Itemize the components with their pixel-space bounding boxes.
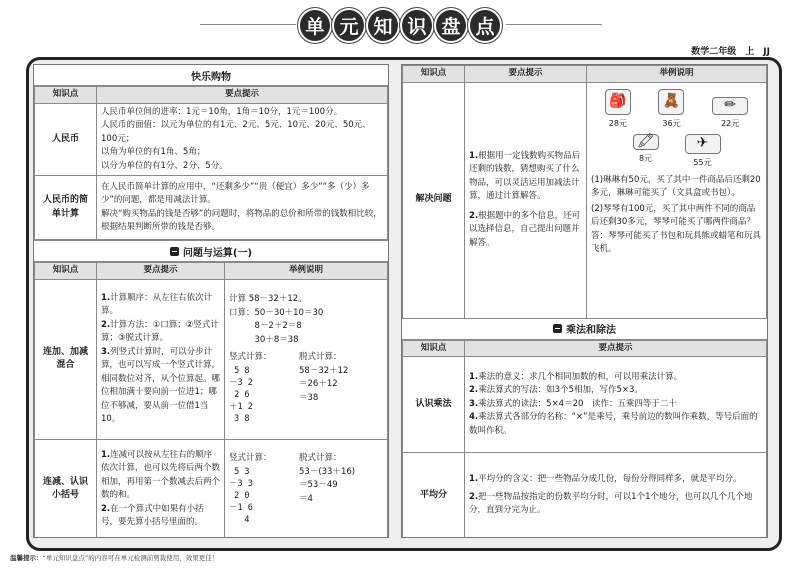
tip-item: 2.乘法算式的写法：如3个5相加，写作5×3。 <box>469 385 643 396</box>
tip-cell <box>97 439 225 538</box>
step-calc-line: ＝38 <box>299 392 319 403</box>
tip-cell <box>97 279 225 439</box>
subject-label: 数学二年级 上 JJ <box>691 47 770 57</box>
product-pencil-box <box>712 89 748 131</box>
step-calc-line: 53－(33＋16) <box>299 466 356 477</box>
col-header: 要点提示 <box>465 66 587 83</box>
section-title-text: 乘法和除法 <box>566 325 616 336</box>
left-panel <box>33 64 389 538</box>
tip-line: 人民币的面值：以元为单位的有1元、2元、5元、10元、20元、50元、100元； <box>101 120 371 144</box>
tip-item: 1.平均分的含义：把一些物品分成几份，每份分得同样多，就是平均分。 <box>469 474 742 485</box>
step-calc-label: 脱式计算： <box>299 352 342 363</box>
product-price: 28元 <box>608 118 627 128</box>
knowledge-point: 解决问题 <box>403 82 465 318</box>
pencil-box-icon: ✏ <box>712 97 748 115</box>
tip-item: 2.计算方法：①口算；②竖式计算；③脱式计算。 <box>101 319 219 343</box>
knowledge-point: 人民币 <box>35 103 97 176</box>
product-crayons <box>633 134 659 170</box>
tip-item: 4.乘法算式各部分的名称：“×”是乘号，乘号前边的数叫作乘数，等号后面的数叫作积。 <box>469 412 758 436</box>
step-calc-line: ＝26＋12 <box>299 379 338 390</box>
footer-label: 温馨提示： <box>10 554 43 562</box>
multiplication-table <box>402 340 767 539</box>
knowledge-point: 认识乘法 <box>403 357 465 453</box>
tip-cell <box>97 176 388 240</box>
tip-item: 3.列竖式计算时，可以分步计算，也可以写成一个竖式计算。相同数位对齐，从个位算起。哪位相加满十要向前一位进1；哪位不够减，要从前一位借1当10。 <box>101 346 221 424</box>
vertical-calc-label: 竖式计算： <box>229 352 272 363</box>
product-airplane <box>685 134 721 170</box>
step-calc-line: 58－32＋12 <box>299 365 349 376</box>
tip-line: 在人民币简单计算的应用中，“还剩多少”“贵（便宜）多少”“多（少）多少”的问题，都是用减法计算。 <box>101 181 370 205</box>
section-title-shopping: 快乐购物 <box>34 65 388 86</box>
col-header: 要点提示 <box>465 340 767 357</box>
col-header: 要点提示 <box>97 87 388 104</box>
example-cell <box>225 439 388 538</box>
knowledge-point: 平均分 <box>403 453 465 539</box>
product-bag <box>605 89 631 131</box>
title-char: 元 <box>332 8 366 43</box>
title-char: 知 <box>366 8 400 43</box>
title-char: 单 <box>298 8 332 43</box>
banner-line-left <box>200 24 296 25</box>
tip-item: 1.计算顺序：从左往右依次计算。 <box>101 292 213 316</box>
step-calc-label: 脱式计算： <box>299 453 342 464</box>
answer: 答：琴琴可能买了书包和玩具熊或蜡笔和玩具飞机。 <box>591 230 762 254</box>
tip-line: 人民币单位间的进率：1元＝10角，1角＝10分，1元＝100分。 <box>101 106 343 117</box>
col-header: 举例说明 <box>225 263 388 280</box>
knowledge-point: 人民币的简单计算 <box>35 176 97 240</box>
example-line: 计算 58－32＋12。 <box>229 294 307 305</box>
tip-cell <box>465 82 587 318</box>
footer-text: “单元知识盘点”的内容可在单元检测前剪裁使用，效果更佳！ <box>42 554 219 562</box>
title-char: 点 <box>468 8 502 43</box>
tip-item: 1.连减可以按从左往右的顺序依次计算，也可以先将后两个数相加，再用第一个数减去后两个数的和。 <box>101 449 221 500</box>
product-price: 8元 <box>638 154 653 163</box>
footer-note <box>10 553 218 562</box>
tip-item: 3.乘法算式的读法：5×4＝20 读作：五乘四等于二十 <box>469 398 677 409</box>
title-char: 识 <box>400 8 434 43</box>
example-line: 口算：50－30＋10＝30 <box>229 307 324 318</box>
tip-cell <box>465 453 767 539</box>
crayons-icon: 🖍 <box>633 134 659 150</box>
operations-table <box>34 262 388 538</box>
example-line: 8－2＋2＝8 <box>229 321 302 332</box>
banner-line-right <box>506 24 602 25</box>
tip-item: 2.把一些物品按指定的份数平均分时，可以1个1个地分，也可以几个几个地分，直到分完为止。 <box>469 491 753 516</box>
tip-cell <box>465 357 767 453</box>
section-marker-icon <box>553 324 562 333</box>
col-header: 知识点 <box>403 66 465 83</box>
tip-line: 以分为单位的有1分、2分、5分。 <box>101 160 228 171</box>
product-price: 36元 <box>662 118 681 128</box>
vertical-calc: 5 8 －3 2 2 6 ＋1 2 3 8 <box>229 365 253 424</box>
right-panel <box>401 64 768 538</box>
example-cell <box>225 279 388 439</box>
tip-line: 解决“购买物品的钱是否够”的问题时，将物品的总价和所带的钱数相比较，根据结果判断所带的钱是否够。 <box>101 208 382 232</box>
product-price: 22元 <box>721 118 740 128</box>
title-char: 盘 <box>434 8 468 43</box>
col-header: 知识点 <box>403 340 465 357</box>
bag-icon: 🎒 <box>605 89 631 115</box>
product-price: 55元 <box>693 158 712 167</box>
knowledge-point: 连减、认识小括号 <box>35 439 97 538</box>
product-bear <box>658 89 684 131</box>
tip-line: 以角为单位的有1角、5角； <box>101 147 206 157</box>
tip-cell <box>97 103 388 176</box>
question-2: (2)琴琴有100元，买了其中两件不同的商品后还剩30多元，琴琴可能买了哪两件商品？ <box>591 203 756 227</box>
vertical-calc-label: 竖式计算： <box>229 453 272 464</box>
section-title-operations <box>34 240 388 262</box>
shopping-table <box>34 86 388 240</box>
col-header: 知识点 <box>35 263 97 280</box>
vertical-calc: 5 3 －3 3 2 0 －1 6 4 <box>229 466 253 525</box>
knowledge-point: 连加、加减混合 <box>35 279 97 439</box>
tip-item: 1.根据用一定钱数购买物品后还剩的钱数，猜想购买了什么物品，可以灵活运用加减法计算，通过计算解答。 <box>469 150 581 202</box>
section-title-text: 问题与运算(一) <box>182 247 253 259</box>
col-header: 要点提示 <box>97 263 225 280</box>
banner-title <box>298 8 502 44</box>
title-banner <box>0 0 800 48</box>
airplane-icon: ✈ <box>685 134 721 154</box>
example-cell <box>587 82 767 318</box>
example-line: 30＋8＝38 <box>229 334 299 345</box>
step-calc-line: ＝53－49 <box>299 480 338 491</box>
tip-item: 2.在一个算式中如果有小括号，要先算小括号里面的。 <box>101 503 204 527</box>
col-header: 举例说明 <box>587 66 767 83</box>
problem-solving-table <box>402 65 767 319</box>
tip-item: 2.根据题中的多个信息，还可以选择信息，自己提出问题并解答。 <box>469 210 581 248</box>
bear-icon: 🧸 <box>658 89 684 115</box>
section-marker-icon <box>170 247 179 256</box>
section-title-multiplication <box>402 319 767 340</box>
step-calc-line: ＝4 <box>299 493 313 504</box>
tip-item: 1.乘法的意义：求几个相同加数的和，可以用乘法计算。 <box>469 371 683 382</box>
question-1: (1)琳琳有50元，买了其中一件商品后还剩20多元，琳琳可能买了（文具盒或书包）。 <box>591 174 761 198</box>
col-header: 知识点 <box>35 87 97 104</box>
